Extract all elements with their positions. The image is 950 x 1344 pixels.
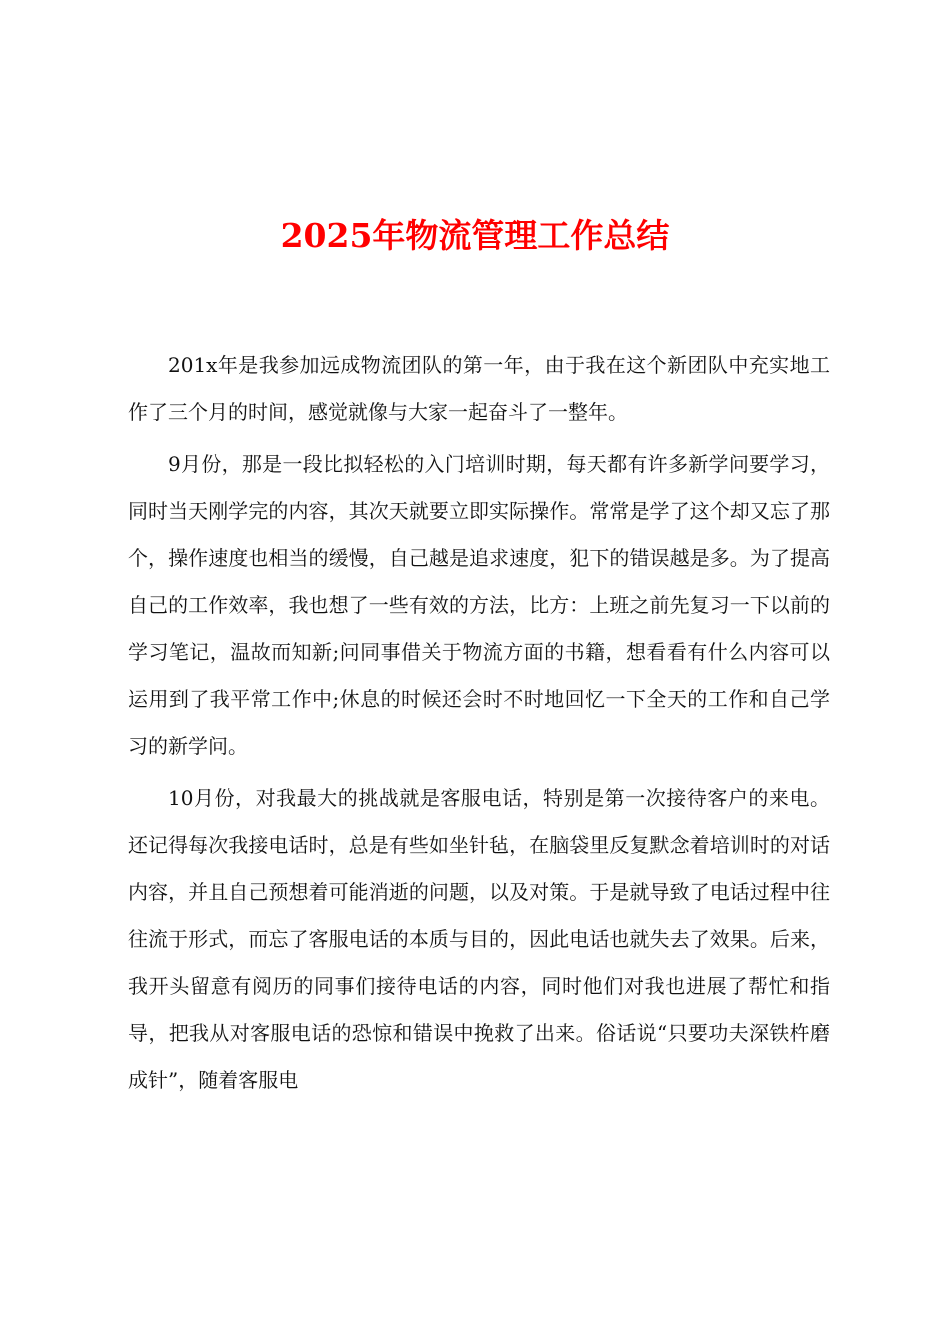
document-body [128,342,830,1109]
paragraph-3: 10月份，对我最大的挑战就是客服电话，特别是第一次接待客户的来电。还记得每次我接电话时，总是有些如坐针毡，在脑袋里反复默念着培训时的对话内容，并且自己预想着可能消逝的问题，以及对策。于是就导致了电话过程中往往流于形式，而忘了客服电话的本质与目的，因此电话也就失去了效果。后来，我开头留意有阅历的同事们接待电话的内容，同时他们对我也进展了帮忙和指导，把我从对客服电话的恐惊和错误中挽救了出来。俗话说“只要功夫深铁杵磨成针”，随着客服电 [128,786,830,1092]
paragraph-2: 9月份，那是一段比拟轻松的入门培训时期，每天都有许多新学问要学习，同时当天刚学完的内容，其次天就要立即实际操作。常常是学了这个却又忘了那个，操作速度也相当的缓慢，自己越是追求速度，犯下的错误越是多。为了提高自己的工作效率，我也想了一些有效的方法，比方：上班之前先复习一下以前的学习笔记，温故而知新;问同事借关于物流方面的书籍，想看看有什么内容可以运用到了我平常工作中;休息的时候还会时不时地回忆一下全天的工作和自己学习的新学问。 [128,452,830,758]
paragraph-1: 201x年是我参加远成物流团队的第一年，由于我在这个新团队中充实地工作了三个月的时间，感觉就像与大家一起奋斗了一整年。 [128,353,830,424]
document-title: 2025年物流管理工作总结 [280,216,670,255]
